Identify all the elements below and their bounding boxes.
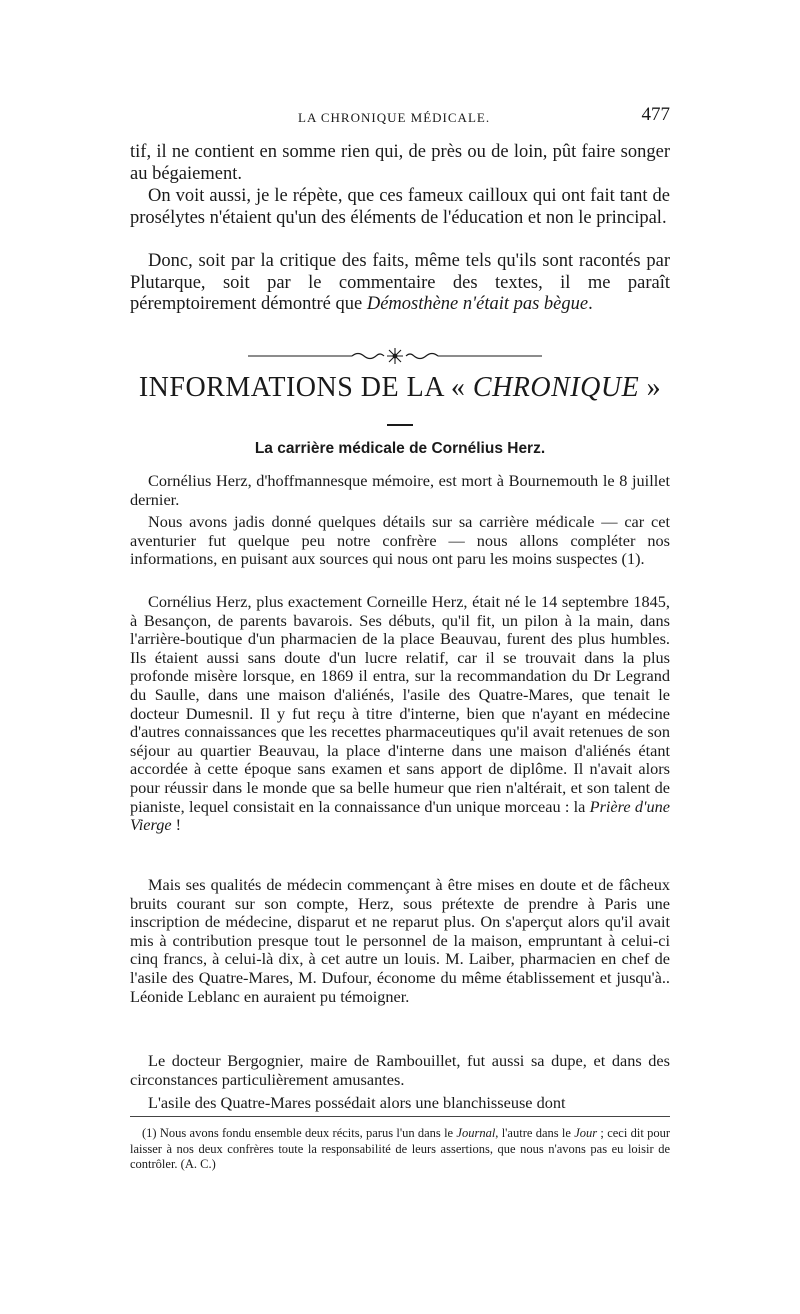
intro-p3-italic: Démosthène n'était pas bègue (366, 294, 589, 315)
page-header (130, 104, 670, 128)
footnote (130, 1126, 670, 1173)
article-p3-text: Cornélius Herz, plus exactement Corneille Herz, était né le 14 septembre 1845, à Besançon, de parents bavarois. Ses débuts, qu'il fit, un pilon à la main, dans l'arrière-boutique d'un pharmacien de la place Beauvau, furent des plus humbles. Ils étaient aussi sans doute d'un lucre relatif, car il se trouvait dans la plus profonde misère lorsque, en 1869 il entra, sur la recommandation du Dr Legrand du Saulle, dans une maison d'aliénés, l'asile des Quatre-Mares, que tenait le docteur Dumesnil. Il y fut reçu à titre d'interne, bien que n'ayant en médecine d'autres connaissances que les recettes pharmaceutiques qu'il avait retenues de son séjour au quartier Beauvau, la place d'interne dans une maison d'aliénés étant accordée à cette époque sans examen et sans apport de diplôme. Il n'avait alors pour réussir dans le monde que sa belle humeur que rien n'altérait, et son talent de pianiste, lequel consistait en la connaissance d'un unique morceau : la (130, 592, 670, 816)
article-paragraph-2: Nous avons jadis donné quelques détails sur sa carrière médicale — car cet aventurier fut quelque peu notre confrère — nous allons compléter nos informations, en puisant aux sources qui nous ont paru les moins suspectes (1). (130, 512, 670, 569)
article-paragraph-4: Mais ses qualités de médecin commençant à être mises en doute et de fâcheux bruits courant sur son compte, Herz, sous prétexte de prendre à Paris une inscription de médecine, disparut et ne reparut plus. On s'aperçut alors qu'il avait mis à contribution presque tout le personnel de la maison, empruntant à celui-ci cinq francs, à celui-là dix, à cet autre un louis. M. Laiber, pharmacien en chef de l'asile des Quatre-Mares, M. Dufour, économe du même établissement et jusqu'à.. Léonide Leblanc en auraient pu témoigner. (130, 875, 670, 1006)
intro-paragraph-3 (130, 251, 670, 316)
section-title-text: INFORMATIONS DE LA « (138, 372, 473, 403)
article-p3-italic: Prière d'une Vierge (130, 796, 670, 835)
running-title: LA CHRONIQUE MÉDICALE. (298, 110, 491, 125)
section-title-end: » (639, 372, 662, 403)
article-paragraph-6: L'asile des Quatre-Mares possédait alors une blanchisseuse dont (148, 1093, 566, 1112)
footnote-italic-journal: Journal (456, 1126, 496, 1140)
intro-p3-end: . (588, 294, 593, 315)
footnote-italic-jour: Jour (574, 1126, 598, 1140)
article-p3-end: ! (171, 815, 182, 835)
intro-p3-text: Donc, soit par la critique des faits, même tels qu'ils sont racontés par Plutarque, soit par le commentaire des textes, il me paraît péremptoirement démontré que (130, 251, 670, 315)
page-number: 477 (641, 104, 670, 125)
section-title-italic: CHRONIQUE (472, 372, 640, 403)
footnote-text: (1) Nous avons fondu ensemble deux récits, parus l'un dans le (142, 1126, 457, 1140)
article-heading: La carrière médicale de Cornélius Herz. (254, 440, 546, 457)
fleuron-divider-icon (248, 348, 542, 364)
article-paragraph-3 (130, 593, 670, 835)
article-paragraph-1: Cornélius Herz, d'hoffmannesque mémoire, est mort à Bournemouth le 8 juillet dernier. (130, 471, 670, 509)
article-paragraph-5: Le docteur Bergognier, maire de Rambouillet, fut aussi sa dupe, et dans des circonstances particulièrement amusantes. (130, 1051, 670, 1089)
intro-paragraph-1: tif, il ne contient en somme rien qui, de près ou de loin, pût faire songer au bégaiement. (130, 142, 670, 184)
footnote-end: ; ceci dit pour laisser à nos deux confrères toute la responsabilité de leurs assertions, que nous n'avons pas eu loisir de contrôler. (A. C.) (130, 1126, 670, 1171)
footnote-middle: , l'autre dans le (495, 1126, 575, 1140)
title-rule (387, 424, 413, 426)
intro-paragraph-2: On voit aussi, je le répète, que ces fameux cailloux qui ont fait tant de prosélytes n'étaient qu'un des éléments de l'éducation et non le principal. (130, 186, 670, 228)
section-title (130, 372, 670, 404)
footnote-rule (130, 1116, 670, 1117)
